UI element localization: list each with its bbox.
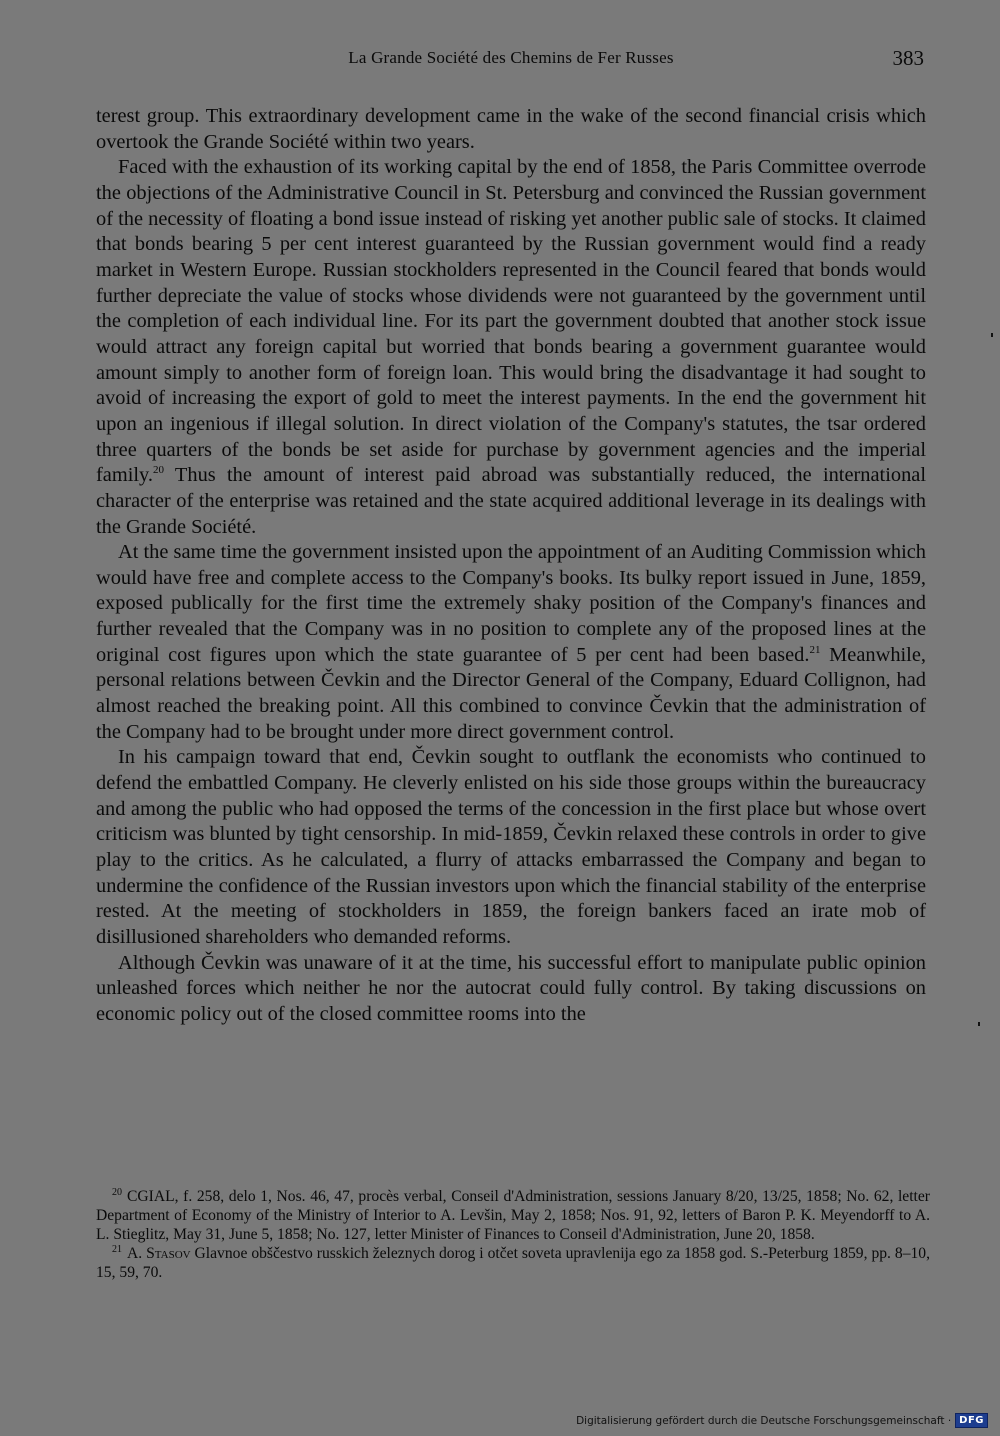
running-head — [96, 48, 926, 74]
footnote-number: 20 — [112, 1186, 122, 1198]
footnote-author-initial: A. — [127, 1245, 143, 1262]
paragraph-public-opinion — [96, 951, 926, 1028]
margin-speck — [991, 333, 993, 337]
paragraph-text: terest group. This extraordinary development came in the wake of the second financial crisis which overtook the Grande Société within two years. — [96, 105, 926, 153]
footnote-20 — [96, 1187, 930, 1244]
dfg-logo-icon: DFG — [955, 1413, 988, 1428]
digitization-credit — [576, 1413, 988, 1428]
paragraph-campaign — [96, 745, 926, 950]
paragraph-text: Faced with the exhaustion of its working capital by the end of 1858, the Paris Committee overrode the objections of the Administrative Council in St. Petersburg and convinced the Russian government of the necessity of floating a bond issue instead of risking yet another public sale of stocks. It claimed that bonds bearing 5 per cent interest guaranteed by the Russian government would find a ready market in Western Europe. Russian stockholders represented in the Council feared that bonds would further depreciate the value of stocks whose dividends were not guaranteed by the government until the completion of each individual line. For its part the government doubted that another stock issue would attract any foreign capital but worried that bonds bearing a government guarantee would amount simply to another form of foreign loan. This would bring the disadvantage it had sought to avoid of increasing the export of gold to meet the interest payments. In the end the government hit upon an ingenious if illegal solution. In direct violation of the Company's statutes, the tsar ordered three quarters of the bonds be set aside for purchase by government agencies and the imperial family. — [96, 156, 926, 487]
footnote-number: 21 — [112, 1243, 122, 1255]
paragraph-continuation — [96, 104, 926, 155]
footnote-text: CGIAL, f. 258, delo 1, Nos. 46, 47, procès verbal, Conseil d'Administration, sessions January 8/20, 13/25, 1858; No. 62, letter Department of Economy of the Ministry of Interior to A. Levšin, May 2, 1858; Nos. 91, 92, letters of Baron P. K. Meyendorff to A. L. Stieglitz, May 31, June 5, 1858; No. 127, letter Minister of Finances to Conseil d'Administration, June 20, 1858. — [96, 1188, 930, 1243]
paragraph-text: At the same time the government insisted upon the appointment of an Auditing Commission which would have free and complete access to the Company's books. Its bulky report issued in June, 1859, exposed publically for the first time the extremely shaky position of the Company's finances and further revealed that the Company was in no position to complete any of the proposed lines at the original cost figures upon which the state guarantee of 5 per cent had been based. — [96, 541, 926, 666]
paragraph-text: Thus the amount of interest paid abroad was substantially reduced, the international character of the enterprise was retained and the state acquired additional leverage in its dealings with the Grande Société. — [96, 464, 926, 538]
footnote-author-name: Stasov — [146, 1245, 191, 1262]
running-title: La Grande Société des Chemins de Fer Russes — [348, 48, 674, 67]
credit-text: Digitalisierung gefördert durch die Deutsche Forschungsgemeinschaft · — [576, 1414, 952, 1427]
paragraph-text: In his campaign toward that end, Čevkin sought to outflank the economists who continued to defend the embattled Company. He cleverly enlisted on his side those groups within the bureaucracy and among the public who had opposed the terms of the concession in the first place but whose overt criticism was blunted by tight censorship. In mid-1859, Čevkin relaxed these controls in order to give play to the critics. As he calculated, a flurry of attacks embarrassed the Company and began to undermine the confidence of the Russian investors upon which the financial stability of the enterprise rested. At the meeting of stockholders in 1859, the foreign bankers faced an irate mob of disillusioned shareholders who demanded reforms. — [96, 746, 926, 948]
paragraph-text: Although Čevkin was unaware of it at the time, his successful effort to manipulate public opinion unleashed forces which neither he nor the autocrat could fully control. By taking discussions on economic policy out of the closed committee rooms into the — [96, 951, 926, 1025]
footnote-reference: 20 — [153, 464, 164, 477]
paragraph-auditing-commission — [96, 540, 926, 745]
footnote-21 — [96, 1244, 930, 1282]
footnotes — [96, 1187, 930, 1282]
margin-speck — [978, 1022, 980, 1026]
paragraph-text: Meanwhile, personal relations between Čevkin and the Director General of the Company, Eduard Collignon, had almost reached the breaking point. All this combined to convince Čevkin that the administration of the Company had to be brought under more direct government control. — [96, 643, 926, 743]
page-number: 383 — [892, 46, 924, 70]
paragraph-bond-issue — [96, 155, 926, 540]
body-text — [96, 104, 926, 1028]
footnote-reference: 21 — [809, 643, 821, 656]
footnote-text: Glavnoe obščestvo russkich železnych dorog i otčet soveta upravlenija ego za 1858 god. S.-Peterburg 1859, pp. 8–10, 15, 59, 70. — [96, 1245, 930, 1281]
